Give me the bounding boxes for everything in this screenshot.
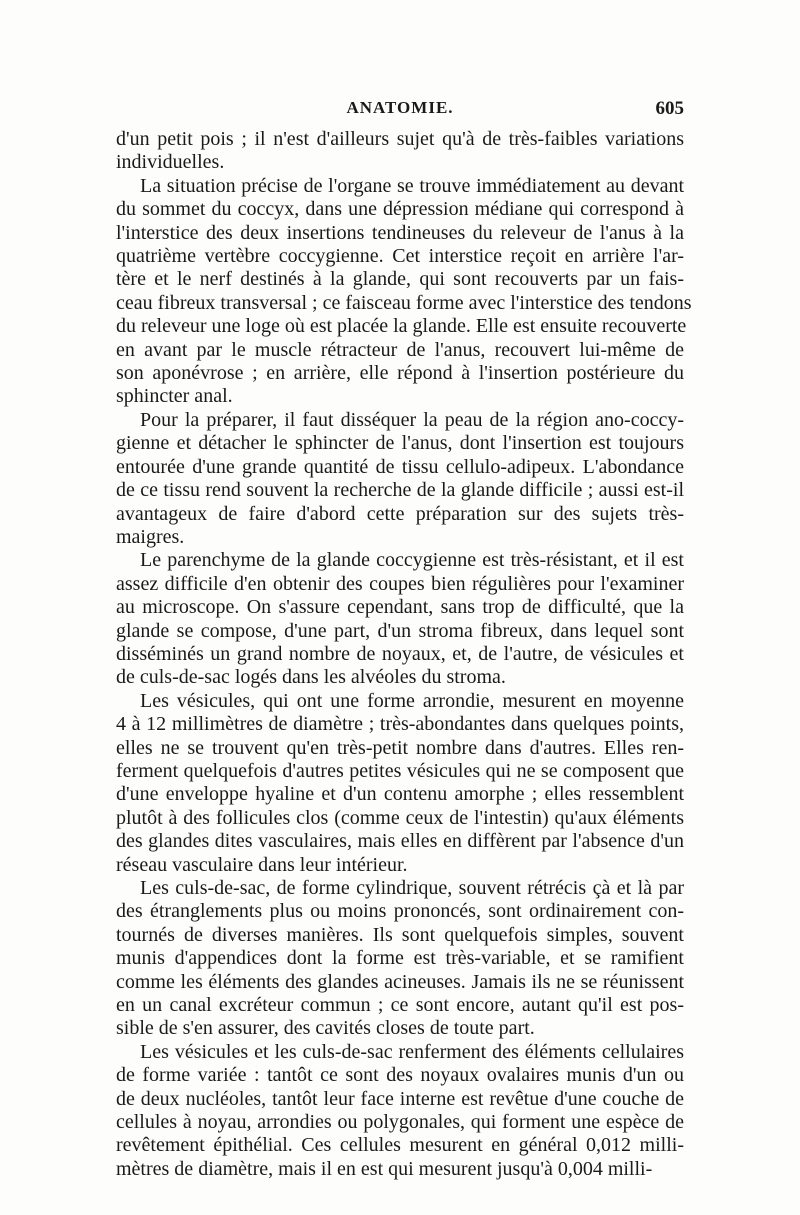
text-line: tournés de diverses manières. Ils sont quelquefois simples, souvent [116, 923, 684, 946]
text-line: en un canal excréteur commun ; ce sont encore, autant qu'il est pos- [116, 994, 684, 1017]
paragraph [116, 690, 684, 877]
text-line: d'un petit pois ; il n'est d'ailleurs sujet qu'à de très-faibles variations [116, 128, 684, 150]
text-line: en avant par le muscle rétracteur de l'anus, recouvert lui-même de [116, 338, 684, 361]
paragraph [116, 877, 684, 1041]
page-number: 605 [655, 98, 684, 119]
paragraph [116, 409, 684, 549]
text-line: l'interstice des deux insertions tendineuses du releveur de l'anus à la [116, 221, 684, 244]
text-line: comme les éléments des glandes acineuses. Jamais ils ne se réunissent [116, 970, 684, 993]
text-line: glande se compose, d'une part, d'un stroma fibreux, dans lequel sont [116, 619, 684, 642]
text-line: disséminés un grand nombre de noyaux, et, de l'autre, de vésicules et [116, 642, 684, 665]
text-line: Les vésicules, qui ont une forme arrondie, mesurent en moyenne [140, 689, 684, 712]
text-line: de culs-de-sac logés dans les alvéoles du stroma. [116, 666, 506, 689]
body-text [116, 128, 692, 1181]
text-line: sible de s'en assurer, des cavités closes de toute part. [116, 1017, 535, 1040]
text-line: de forme variée : tantôt ce sont des noyaux ovalaires munis d'un ou [116, 1064, 684, 1087]
text-line: Le parenchyme de la glande coccygienne est très-résistant, et il est [140, 549, 684, 572]
text-line: Pour la préparer, il faut disséquer la peau de la région ano-coccy- [140, 408, 684, 431]
running-title: ANATOMIE. [346, 98, 454, 117]
text-line: d'une enveloppe hyaline et d'un contenu amorphe ; elles ressemblent [116, 783, 684, 806]
paragraph [116, 174, 692, 409]
text-line: plutôt à des follicules clos (comme ceux de l'intestin) qu'aux éléments [116, 806, 684, 829]
text-line: Les vésicules et les culs-de-sac renferment des éléments cellulaires [140, 1040, 684, 1063]
text-line: La situation précise de l'organe se trouve immédiatement au devant [140, 174, 684, 197]
paragraph [116, 1041, 684, 1181]
text-line: individuelles. [116, 151, 225, 174]
text-line: réseau vasculaire dans leur intérieur. [116, 853, 408, 876]
text-line: mètres de diamètre, mais il en est qui mesurent jusqu'à 0,004 milli- [116, 1157, 653, 1180]
text-line: avantageux de faire d'abord cette préparation sur des sujets très- [116, 502, 684, 525]
text-line: ceau fibreux transversal ; ce faisceau forme avec l'interstice des tendons [116, 291, 692, 314]
text-line: du releveur une loge où est placée la glande. Elle est ensuite recouverte [116, 315, 687, 338]
text-line: entourée d'une grande quantité de tissu cellulo-adipeux. L'abondance [116, 455, 684, 478]
text-line: tère et le nerf destinés à la glande, qui sont recouverts par un fais- [116, 268, 684, 291]
text-line: elles ne se trouvent qu'en très-petit nombre dans d'autres. Elles ren- [116, 736, 684, 759]
text-line: ferment quelquefois d'autres petites vésicules qui ne se composent que [116, 759, 684, 782]
text-line: de deux nucléoles, tantôt leur face interne est revêtue d'une couche de [116, 1087, 684, 1110]
paragraph [116, 128, 684, 175]
text-line: revêtement épithélial. Ces cellules mesurent en général 0,012 milli- [116, 1134, 684, 1157]
text-line: munis d'appendices dont la forme est très-variable, et se ramifient [116, 947, 684, 970]
text-line: de ce tissu rend souvent la recherche de la glande difficile ; aussi est-il [116, 479, 684, 502]
text-line: sphincter anal. [116, 385, 233, 408]
text-line: du sommet du coccyx, dans une dépression médiane qui correspond à [116, 198, 684, 221]
text-line: gienne et détacher le sphincter de l'anus, dont l'insertion est toujours [116, 432, 684, 455]
page-header [116, 98, 684, 124]
text-line: au microscope. On s'assure cependant, sans trop de difficulté, que la [116, 596, 684, 619]
text-line: cellules à noyau, arrondies ou polygonales, qui forment une espèce de [116, 1111, 684, 1134]
text-line: assez difficile d'en obtenir des coupes bien régulières pour l'examiner [116, 572, 684, 595]
text-line: des glandes dites vasculaires, mais elles en diffèrent par l'absence d'un [116, 830, 684, 853]
paragraph [116, 549, 684, 689]
text-line: 4 à 12 millimètres de diamètre ; très-abondantes dans quelques points, [116, 713, 684, 736]
text-line: maigres. [116, 525, 185, 548]
text-line: des étranglements plus ou moins prononcés, sont ordinairement con- [116, 900, 684, 923]
text-line: Les culs-de-sac, de forme cylindrique, souvent rétrécis çà et là par [140, 877, 684, 899]
text-line: son aponévrose ; en arrière, elle répond à l'insertion postérieure du [116, 362, 684, 385]
text-line: quatrième vertèbre coccygienne. Cet interstice reçoit en arrière l'ar- [116, 245, 684, 268]
